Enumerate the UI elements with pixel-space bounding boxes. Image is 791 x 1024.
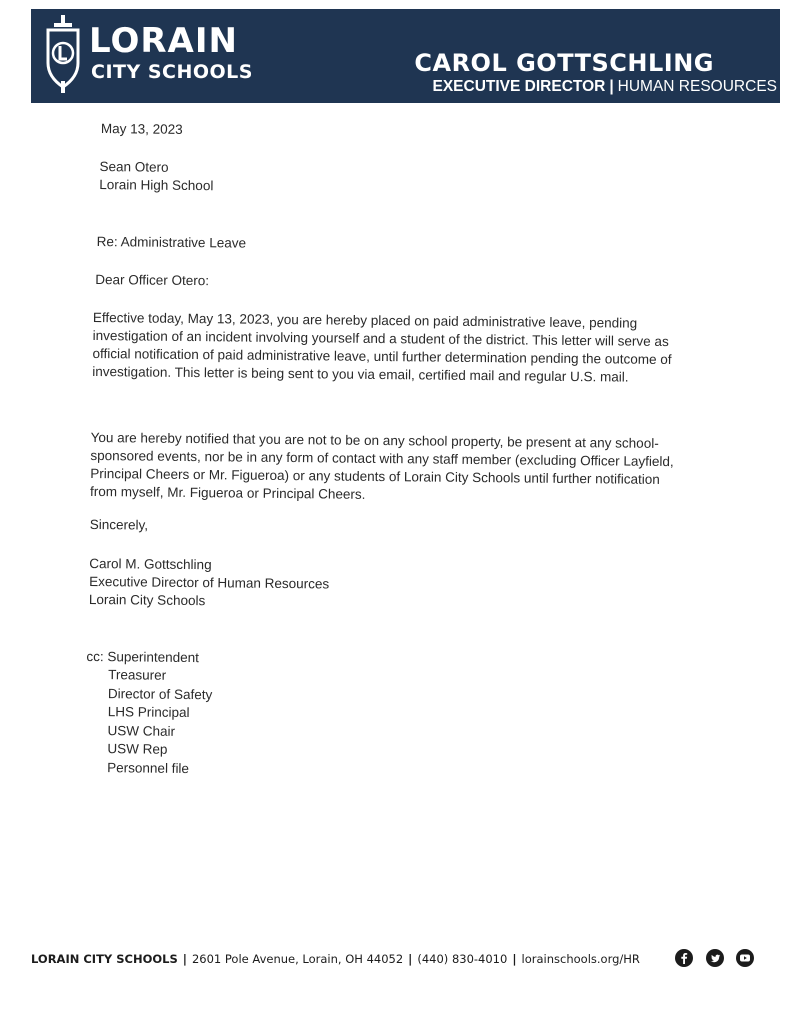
twitter-icon (706, 949, 724, 967)
letter-body (86, 118, 705, 776)
cc-label: cc: Superintendent (86, 648, 200, 666)
recipient-school: Lorain High School (99, 177, 214, 194)
signer-name: Carol M. Gottschling (89, 555, 212, 573)
cc-list (85, 666, 212, 778)
paragraph-restrictions: You are hereby notified that you are not to be on any school property, be present at any school-sponsored events, nor be in any form of contact with any staff member (excluding Officer Layfield, Principal Cheers or Mr. Figueroa) or any students of Lorain City Schools until further notification from myself, Mr. Figueroa or Principal Cheers. (90, 429, 674, 502)
cc-item: Personnel file (107, 759, 190, 776)
cc-item: USW Rep (107, 741, 168, 757)
footer-separator: | (408, 952, 413, 966)
director-title: EXECUTIVE DIRECTOR (432, 78, 606, 95)
footer-website: lorainschools.org/HR (521, 952, 640, 966)
cc-item: LHS Principal (107, 704, 190, 721)
paragraph-leave-notice: Effective today, May 13, 2023, you are hereby placed on paid administrative leave, pending investigation of an incident involving yourself and a student of the district. This letter will serve as official notification of paid administrative leave, until further determination pending the outcome of investigation. This letter is being sent to you via email, certified mail and regular U.S. mail. (92, 309, 672, 385)
recipient-name: Sean Otero (99, 159, 169, 175)
cc-item: Director of Safety (107, 685, 213, 702)
cc-item: Treasurer (108, 667, 167, 683)
cc-block (85, 648, 213, 778)
recipient-block (99, 158, 213, 195)
director-title-line (433, 77, 778, 97)
youtube-icon (736, 949, 754, 967)
footer-address: 2601 Pole Avenue, Lorain, OH 44052 (191, 952, 404, 966)
letterhead-footer (31, 949, 771, 983)
signer-title: Executive Director of Human Resources (89, 573, 330, 592)
director-name: CAROL GOTTSCHLING (414, 49, 714, 77)
letterhead-banner (31, 9, 780, 103)
title-separator: | (609, 78, 614, 95)
director-department: HUMAN RESOURCES (617, 78, 777, 95)
letter-date: May 13, 2023 (100, 121, 183, 137)
salutation: Dear Officer Otero: (95, 272, 210, 289)
footer-contact-line (31, 952, 640, 966)
footer-separator: | (512, 952, 517, 966)
signature-block (89, 555, 330, 612)
cc-item: USW Chair (107, 722, 176, 739)
re-line: Re: Administrative Leave (96, 234, 247, 251)
closing: Sincerely, (89, 516, 149, 533)
signer-org: Lorain City Schools (88, 591, 206, 609)
footer-phone: (440) 830-4010 (417, 952, 508, 966)
logo-lorain: LORAIN (89, 21, 238, 61)
facebook-icon (675, 949, 693, 967)
social-icons (675, 949, 763, 967)
sword-shield-logo-icon (45, 15, 81, 95)
footer-separator: | (182, 952, 187, 966)
footer-org: LORAIN CITY SCHOOLS (31, 952, 178, 966)
logo-city-schools: CITY SCHOOLS (91, 61, 253, 83)
